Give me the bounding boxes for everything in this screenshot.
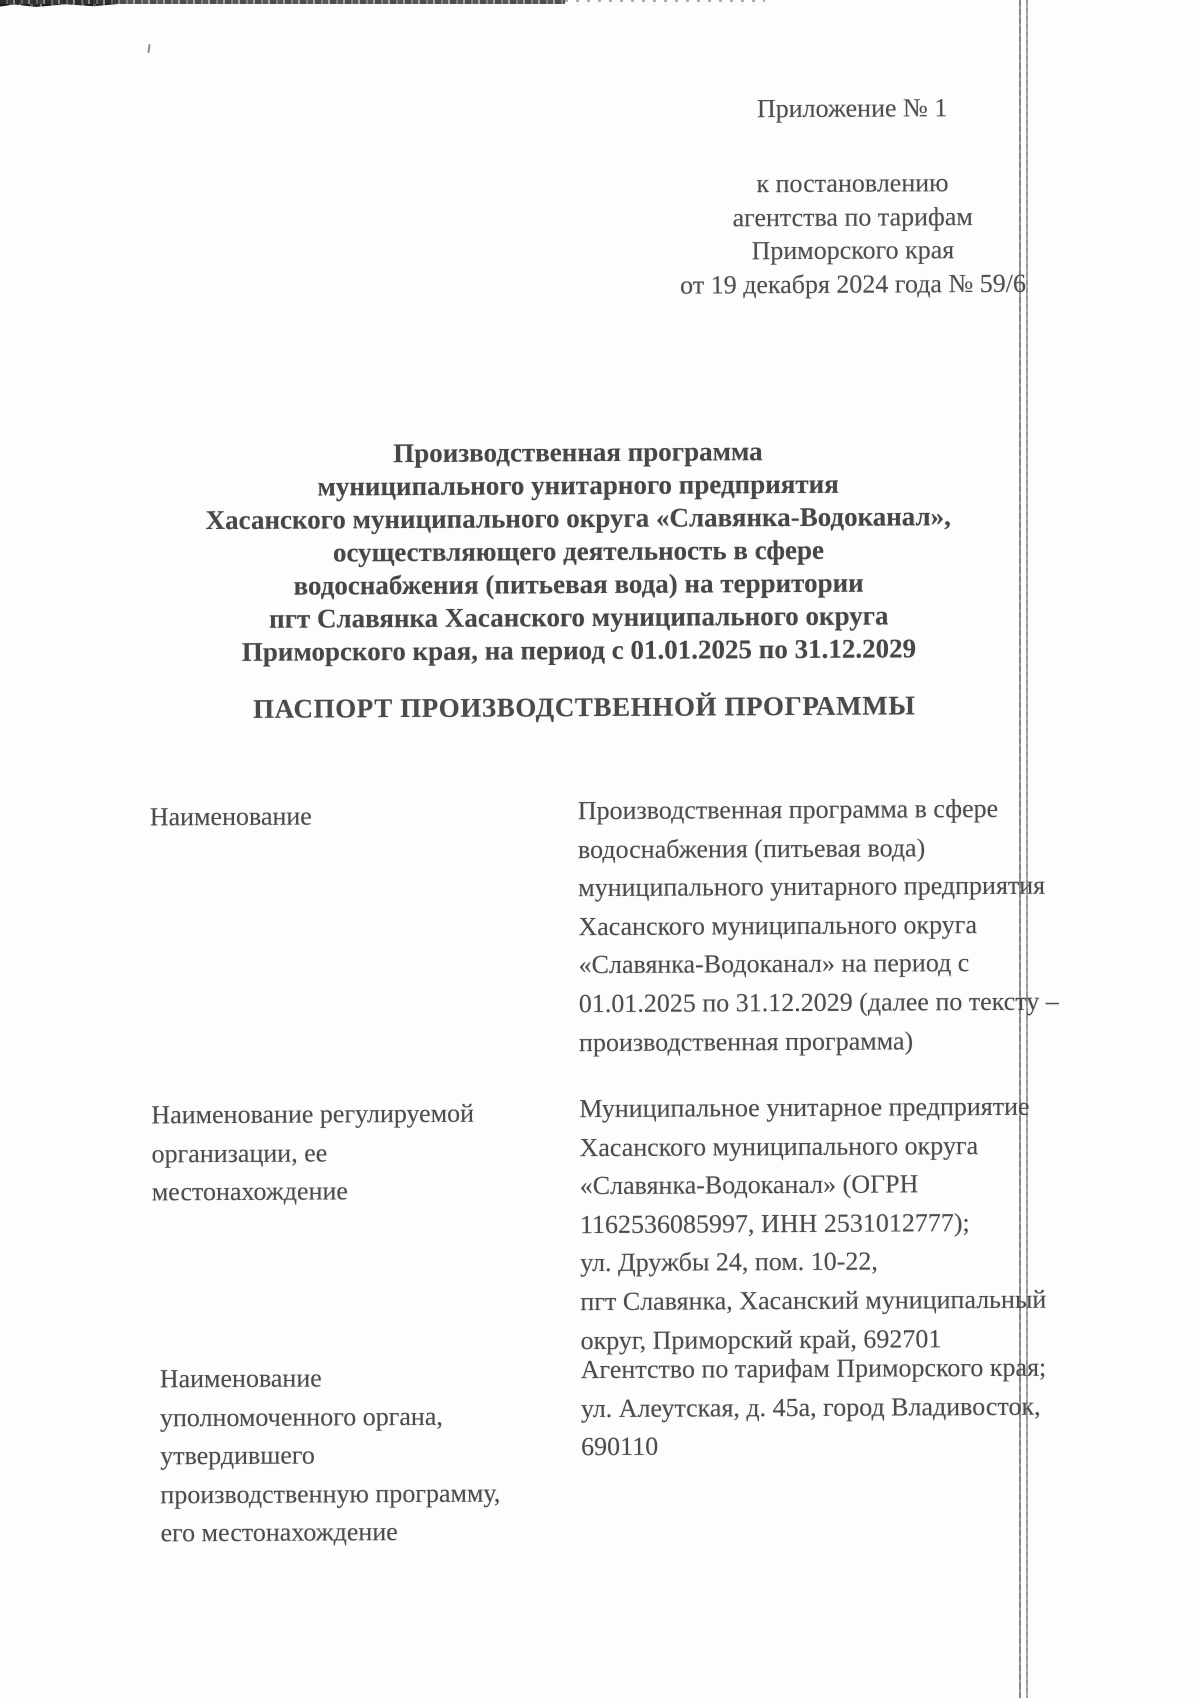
passport-section-heading: ПАСПОРТ ПРОИЗВОДСТВЕННОЙ ПРОГРАММЫ: [253, 690, 916, 724]
table-row-value-name: Производственная программа в сфере водоснабжения (питьевая вода) муниципального унитарного предприятия Хасанского муниципального округа «Славянка-Водоканал» на период с 01.01.2025 по 31.12.2029 (далее по тексту – производственная программа): [577, 793, 1059, 1057]
document-title: Производственная программа муниципального унитарного предприятия Хасанского муниципального округа «Славянка-Водоканал», осуществляющего деятельность в сфере водоснабжения (питьевая вода) на территории пгт Славянка Хасанского муниципального округа Приморского края, на период с 01.01.2025 по 31.12.2029: [205, 436, 951, 667]
resolution-reference: к постановлению агентства по тарифам Приморского края от 19 декабря 2024 года № 59/6: [680, 168, 1027, 300]
table-row-label-name: Наименование: [149, 801, 312, 832]
table-row-value-organization: Муниципальное унитарное предприятие Хасанского муниципального округа «Славянка-Водоканал» (ОГРН 1162536085997, ИНН 2531012777); ул. Дружбы 24, пом. 10-22, пгт Славянка, Хасанский муниципальный округ, Приморский край, 692701: [579, 1091, 1047, 1355]
appendix-note: Приложение № 1: [756, 93, 948, 124]
table-row-label-authority: Наименование уполномоченного органа, утвердившего производственную программу, его местонахождение: [159, 1363, 501, 1548]
table-row-label-organization: Наименование регулируемой организации, ее местонахождение: [151, 1098, 475, 1207]
table-row-value-authority: Агентство по тарифам Приморского края; ул. Алеутская, д. 45а, город Владивосток, 690110: [580, 1352, 1047, 1462]
